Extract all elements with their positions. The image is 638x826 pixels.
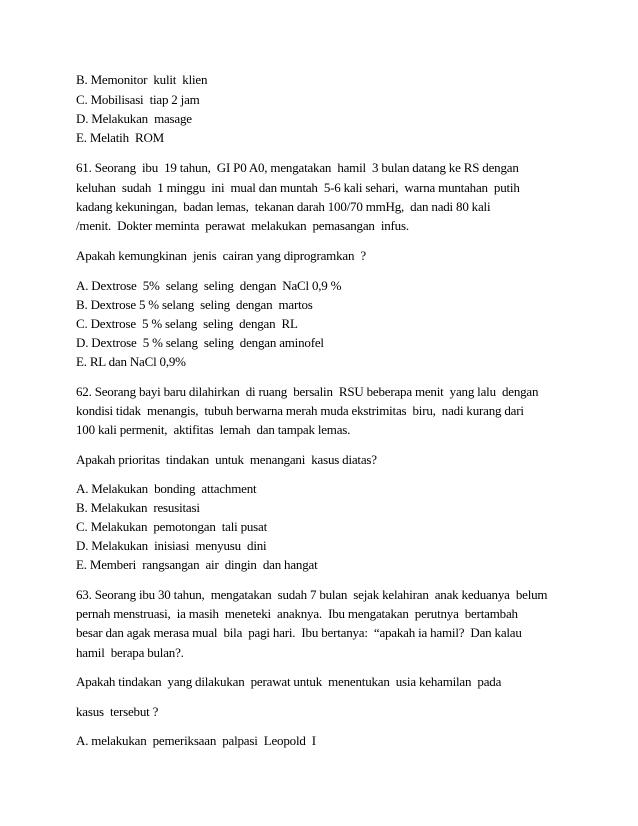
question-text-line: 100 kali permenit, aktifitas lemah dan tampak lemas. [76, 422, 351, 437]
question-text-line: besar dan agak merasa mual bila pagi hari. Ibu bertanya: “apakah ia hamil? Dan kalau [76, 625, 522, 640]
question-text-line: 61. Seorang ibu 19 tahun, GI P0 A0, mengatakan hamil 3 bulan datang ke RS dengan [76, 160, 519, 175]
question-text-line: /menit. Dokter meminta perawat melakukan pemasangan infus. [76, 218, 409, 233]
option-line: D. Melakukan masage [76, 111, 192, 126]
option-line: B. Melakukan resusitasi [76, 500, 200, 515]
option-line: D. Dextrose 5 % selang seling dengan aminofel [76, 335, 324, 350]
question-prompt: Apakah prioritas tindakan untuk menangani kasus diatas? [76, 452, 377, 467]
option-line: A. melakukan pemeriksaan palpasi Leopold I [76, 733, 316, 748]
option-line: C. Dextrose 5 % selang seling dengan RL [76, 316, 298, 331]
question-text-line: kondisi tidak menangis, tubuh berwarna merah muda ekstrimitas biru, nadi kurang dari [76, 403, 524, 418]
question-text-line: 63. Seorang ibu 30 tahun, mengatakan sudah 7 bulan sejak kelahiran anak keduanya belum [76, 587, 548, 602]
option-line: C. Melakukan pemotongan tali pusat [76, 519, 268, 534]
question-prompt: Apakah tindakan yang dilakukan perawat untuk menentukan usia kehamilan pada [76, 674, 502, 689]
option-line: D. Melakukan inisiasi menyusu dini [76, 538, 267, 553]
option-line: E. Melatih ROM [76, 130, 164, 145]
option-line: C. Mobilisasi tiap 2 jam [76, 92, 200, 107]
question-text-line: hamil berapa bulan?. [76, 645, 184, 660]
question-prompt: Apakah kemungkinan jenis cairan yang diprogramkan ? [76, 248, 366, 263]
option-line: B. Memonitor kulit klien [76, 72, 208, 87]
option-line: B. Dextrose 5 % selang seling dengan martos [76, 297, 313, 312]
question-prompt: kasus tersebut ? [76, 704, 159, 719]
question-text-line: kadang kekuningan, badan lemas, tekanan darah 100/70 mmHg, dan nadi 80 kali [76, 199, 491, 214]
option-line: A. Dextrose 5% selang seling dengan NaCl 0,9 % [76, 278, 342, 293]
option-line: E. RL dan NaCl 0,9% [76, 354, 186, 369]
option-line: E. Memberi rangsangan air dingin dan hangat [76, 557, 318, 572]
question-text-line: pernah menstruasi, ia masih meneteki anaknya. Ibu mengatakan perutnya bertambah [76, 606, 518, 621]
question-text-line: keluhan sudah 1 minggu ini mual dan muntah 5-6 kali sehari, warna muntahan putih [76, 180, 520, 195]
question-text-line: 62. Seorang bayi baru dilahirkan di ruang bersalin RSU beberapa menit yang lalu dengan [76, 384, 539, 399]
option-line: A. Melakukan bonding attachment [76, 481, 257, 496]
